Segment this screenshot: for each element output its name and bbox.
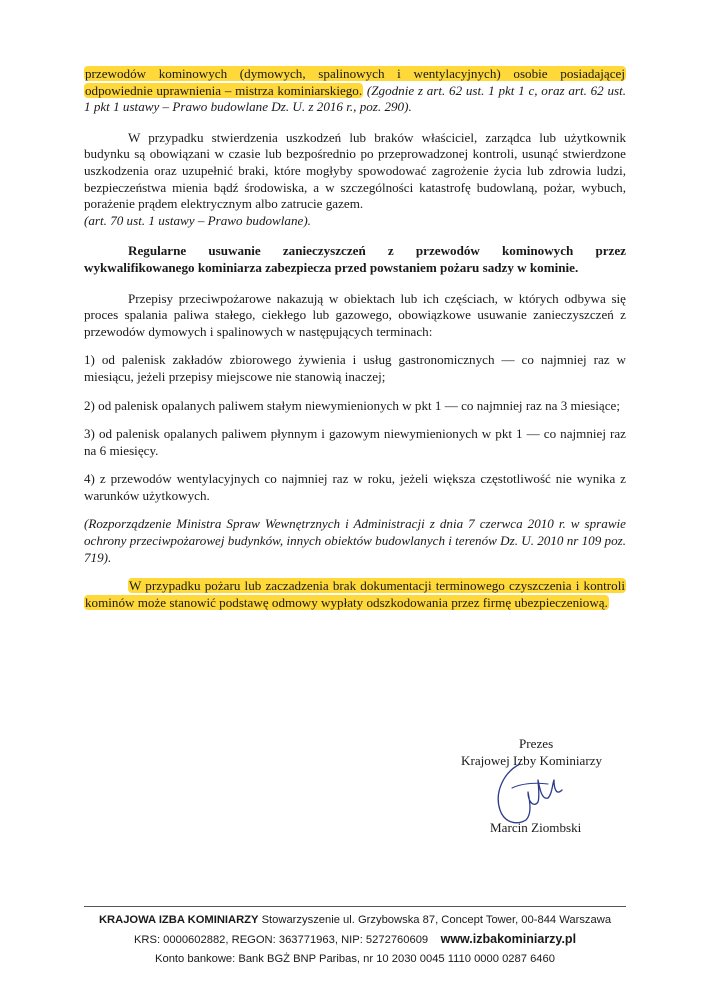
list-item: 3) od palenisk opalanych paliwem płynnym i gazowym niewymienionych w pkt 1 — co najmniej raz na 6 miesięcy. bbox=[84, 426, 626, 458]
highlighted-text: przewodów kominowych (dymowych, spalinowych i wentylacyjnych) osobie posiadającej odpowiednie uprawnienia – mistrza kominiarskiego. bbox=[85, 66, 625, 98]
paragraph-owner-duties bbox=[84, 130, 626, 230]
list-item: 4) z przewodów wentylacyjnych co najmniej raz w roku, jeżeli większa częstotliwość nie wynika z warunków użytkowych. bbox=[84, 471, 626, 503]
regulation-citation: (Rozporządzenie Ministra Spraw Wewnętrznych i Administracji z dnia 7 czerwca 2010 r. w sprawie ochrony przeciwpożarowej budynków, innych obiektów budowlanych i terenów Dz. U. 2010 nr 109 poz. 719). bbox=[84, 516, 626, 565]
footer-org-name: KRAJOWA IZBA KOMINIARZY bbox=[98, 914, 259, 926]
legal-citation: (Zgodnie z art. 62 ust. 1 pkt 1 c, oraz art. 62 ust. 1 pkt 1 ustawy – Prawo budowlane Dz. U. z 2016 r., poz. 290). bbox=[84, 82, 627, 115]
paragraph-chimney-inspection bbox=[84, 66, 626, 116]
paragraph-bold-notice: Regularne usuwanie zanieczyszczeń z przewodów kominowych przez wykwalifikowanego kominiarza zabezpiecza przed powstaniem pożaru sadzy w kominie. bbox=[84, 243, 626, 275]
footer-address-line bbox=[84, 911, 626, 930]
document-body bbox=[84, 66, 626, 611]
footer bbox=[84, 906, 626, 969]
footer-address: Stowarzyszenie ul. Grzybowska 87, Concept Tower, 00-844 Warszawa bbox=[258, 914, 612, 926]
paragraph-insurance-warning bbox=[84, 578, 626, 611]
list-item: 1) od palenisk zakładów zbiorowego żywienia i usług gastronomicznych — co najmniej raz w miesiącu, jeżeli przepisy miejscowe nie stanowią inaczej; bbox=[84, 352, 626, 384]
footer-website-link[interactable]: www.izbakominiarzy.pl bbox=[440, 932, 577, 946]
signatory-title: Prezes bbox=[519, 736, 554, 751]
legal-citation: (art. 70 ust. 1 ustawy – Prawo budowlane). bbox=[84, 212, 311, 228]
paragraph-text: W przypadku stwierdzenia uszkodzeń lub braków właściciel, zarządca lub użytkownik budynku są obowiązani w czasie lub bezpośrednio po przeprowadzonej kontroli, usunąć stwierdzone uszkodzenia oraz uzupełnić braki, które mogłyby spowodować zagrożenie życia lub zdrowia ludzi, bezpieczeństwa mienia bądź środowiska, a w szczególności katastrofę budowlaną, pożar, wybuch, porażenie prądem elektrycznym albo zatrucie gazem. bbox=[84, 129, 626, 212]
list-item: 2) od palenisk opalanych paliwem stałym niewymienionych w pkt 1 — co najmniej raz na 3 miesiące; bbox=[84, 397, 620, 413]
footer-ids-line bbox=[84, 930, 626, 950]
paragraph-fire-regulations: Przepisy przeciwpożarowe nakazują w obiektach lub ich częściach, w których odbywa się proces spalania paliwa stałego, ciekłego lub gazowego, obowiązkowe usuwanie zanieczyszczeń z przewodów dymowych i spalinowych w następujących terminach: bbox=[84, 290, 626, 339]
signatory-organization: Krajowej Izby Kominiarzy bbox=[461, 753, 603, 768]
footer-registry-ids: KRS: 0000602882, REGON: 363771963, NIP: 5272760609 bbox=[133, 934, 429, 946]
signatory-name: Marcin Ziombski bbox=[490, 820, 582, 835]
footer-bank-line: Konto bankowe: Bank BGŻ BNP Paribas, nr 10 2030 0045 1110 0000 0287 6460 bbox=[155, 953, 555, 965]
highlighted-text: W przypadku pożaru lub zaczadzenia brak dokumentacji terminowego czyszczenia i kontroli kominów może stanowić podstawę odmowy wypłaty odszkodowania przez firmę ubezpieczeniową. bbox=[85, 578, 625, 610]
